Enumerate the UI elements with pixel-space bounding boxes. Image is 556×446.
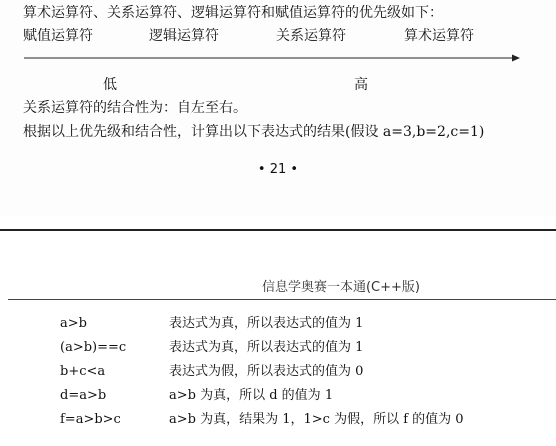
expression-result: a>b 为真，所以 d 的值为 1 bbox=[169, 388, 334, 403]
high-label: 高 bbox=[354, 77, 368, 93]
operator-assignment: 赋值运算符 bbox=[23, 28, 93, 44]
priority-intro: 算术运算符、关系运算符、逻辑运算符和赋值运算符的优先级如下： bbox=[23, 5, 443, 21]
expression: (a>b)==c bbox=[60, 340, 127, 355]
associativity-text: 关系运算符的结合性为：自左至右。 bbox=[23, 100, 247, 116]
page-number: • 21 • bbox=[257, 162, 299, 177]
expression: a>b bbox=[60, 316, 87, 331]
expression: b+c<a bbox=[60, 364, 106, 379]
expression-result: 表达式为真，所以表达式的值为 1 bbox=[169, 340, 364, 355]
task-text: 根据以上优先级和结合性，计算出以下表达式的结果(假设 a=3,b=2,c=1) bbox=[23, 124, 485, 140]
page-gap bbox=[0, 216, 556, 230]
book-header-title: 信息学奥赛一本通(C++版) bbox=[261, 280, 420, 295]
operator-logical: 逻辑运算符 bbox=[149, 28, 219, 44]
expression-result: 表达式为真，所以表达式的值为 1 bbox=[169, 316, 364, 331]
page-boundary-rule bbox=[0, 229, 556, 231]
header-rule bbox=[8, 299, 556, 300]
expression-result: 表达式为假，所以表达式的值为 0 bbox=[169, 364, 364, 379]
expression: f=a>b>c bbox=[60, 412, 121, 427]
operator-arithmetic: 算术运算符 bbox=[404, 28, 474, 44]
operator-relational: 关系运算符 bbox=[276, 28, 346, 44]
priority-arrow bbox=[24, 52, 520, 64]
top-page bbox=[0, 0, 556, 216]
low-label: 低 bbox=[103, 77, 117, 93]
expression: d=a>b bbox=[60, 388, 107, 403]
expression-result: a>b 为真，结果为 1，1>c 为假，所以 f 的值为 0 bbox=[169, 412, 464, 427]
